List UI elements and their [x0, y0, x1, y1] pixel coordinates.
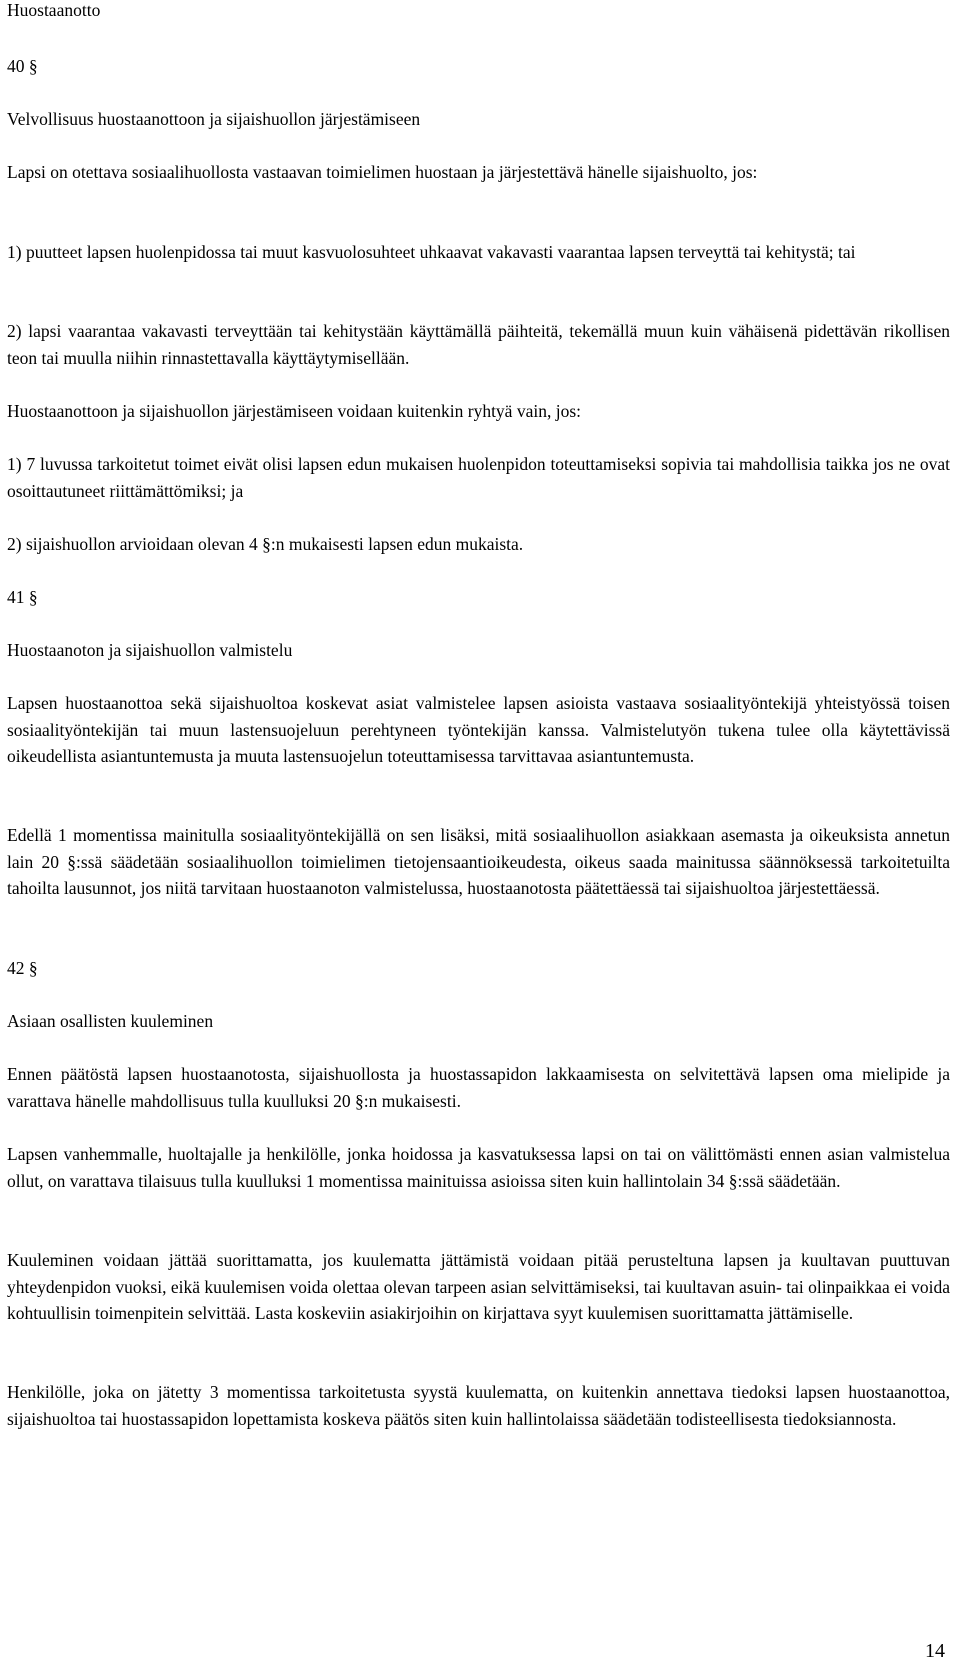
list-item: 2) sijaishuollon arvioidaan olevan 4 §:n mukaisesti lapsen edun mukaista. [7, 534, 524, 554]
paragraph: Lapsen huostaanottoa sekä sijaishuoltoa koskevat asiat valmistelee lapsen asioista vastaava sosiaalityöntekijä yhteistyössä toisen sosiaalityöntekijän tai muun lastensuojeluun perehtyneen työntekijän kanssa. Valmistelutyön tukena tulee olla käytettävissä oikeudellista asiantuntemusta ja muuta lastensuojelun toteuttamisessa tarvittavaa asiantuntemusta. [7, 693, 950, 766]
page-number: 14 [925, 1640, 945, 1662]
paragraph: Henkilölle, joka on jätetty 3 momentissa tarkoitetusta syystä kuulematta, on kuitenkin annettava tiedoksi lapsen huostaanottoa, sijaishuoltoa tai huostassapidon lopettamista koskeva päätös siten kuin hallintolaissa säädetään todisteellisesta tiedoksiannosta. [7, 1382, 950, 1429]
section-title: Velvollisuus huostaanottoon ja sijaishuollon järjestämiseen [7, 109, 421, 129]
paragraph: Kuuleminen voidaan jättää suorittamatta, jos kuulematta jättämistä voidaan pitää perusteltuna lapsen ja kuultavan puuttuvan yhteydenpidon vuoksi, eikä kuulemisen voida olettaa olevan tarpeen asian selvittämiseksi, tai kuultavan asuin- tai olinpaikkaa ei voida kohtuullisin toimenpitein selvittää. Lasta koskeviin asiakirjoihin on kirjattava syyt kuulemisen suorittamatta jättämiselle. [7, 1250, 950, 1323]
paragraph: Lapsi on otettava sosiaalihuollosta vastaavan toimielimen huostaan ja järjestettävä hänelle sijaishuolto, jos: [7, 162, 758, 182]
section-number: 41 § [7, 587, 38, 607]
list-item: 1) puutteet lapsen huolenpidossa tai muut kasvuolosuhteet uhkaavat vakavasti vaarantaa lapsen terveyttä tai kehitystä; tai [7, 242, 856, 262]
section-title: Asiaan osallisten kuuleminen [7, 1011, 214, 1031]
section-number: 40 § [7, 56, 38, 76]
paragraph: Huostaanottoon ja sijaishuollon järjestämiseen voidaan kuitenkin ryhtyä vain, jos: [7, 401, 581, 421]
paragraph: Edellä 1 momentissa mainitulla sosiaalityöntekijällä on sen lisäksi, mitä sosiaalihuollon asiakkaan asemasta ja oikeuksista annetun lain 20 §:ssä säädetään sosiaalihuollon toimielimen tietojensaantioikeudesta, oikeus saada mainitussa säännöksessä tarkoitetuilta tahoilta lausunnot, jos niitä tarvitaan huostaanoton valmistelussa, huostaanotosta päätettäessä tai sijaishuoltoa järjestettäessä. [7, 825, 950, 898]
section-number: 42 § [7, 958, 38, 978]
document-header: Huostaanotto [7, 0, 101, 20]
section-title: Huostaanoton ja sijaishuollon valmistelu [7, 640, 293, 660]
paragraph: Ennen päätöstä lapsen huostaanotosta, sijaishuollosta ja huostassapidon lakkaamisesta on selvitettävä lapsen oma mielipide ja varattava hänelle mahdollisuus tulla kuulluksi 20 §:n mukaisesti. [7, 1064, 950, 1111]
list-item: 1) 7 luvussa tarkoitetut toimet eivät olisi lapsen edun mukaisen huolenpidon toteuttamiseksi sopivia tai mahdollisia taikka jos ne ovat osoittautuneet riittämättömiksi; ja [7, 454, 950, 501]
list-item: 2) lapsi vaarantaa vakavasti terveyttään tai kehitystään käyttämällä päihteitä, tekemällä muun kuin vähäisenä pidettävän rikollisen teon tai muulla niihin rinnastettavalla käyttäytymisellään. [7, 321, 950, 368]
paragraph: Lapsen vanhemmalle, huoltajalle ja henkilölle, jonka hoidossa ja kasvatuksessa lapsi on tai on välittömästi ennen asian valmistelua ollut, on varattava tilaisuus tulla kuulluksi 1 momentissa mainituissa asioissa siten kuin hallintolain 34 §:ssä säädetään. [7, 1144, 950, 1191]
